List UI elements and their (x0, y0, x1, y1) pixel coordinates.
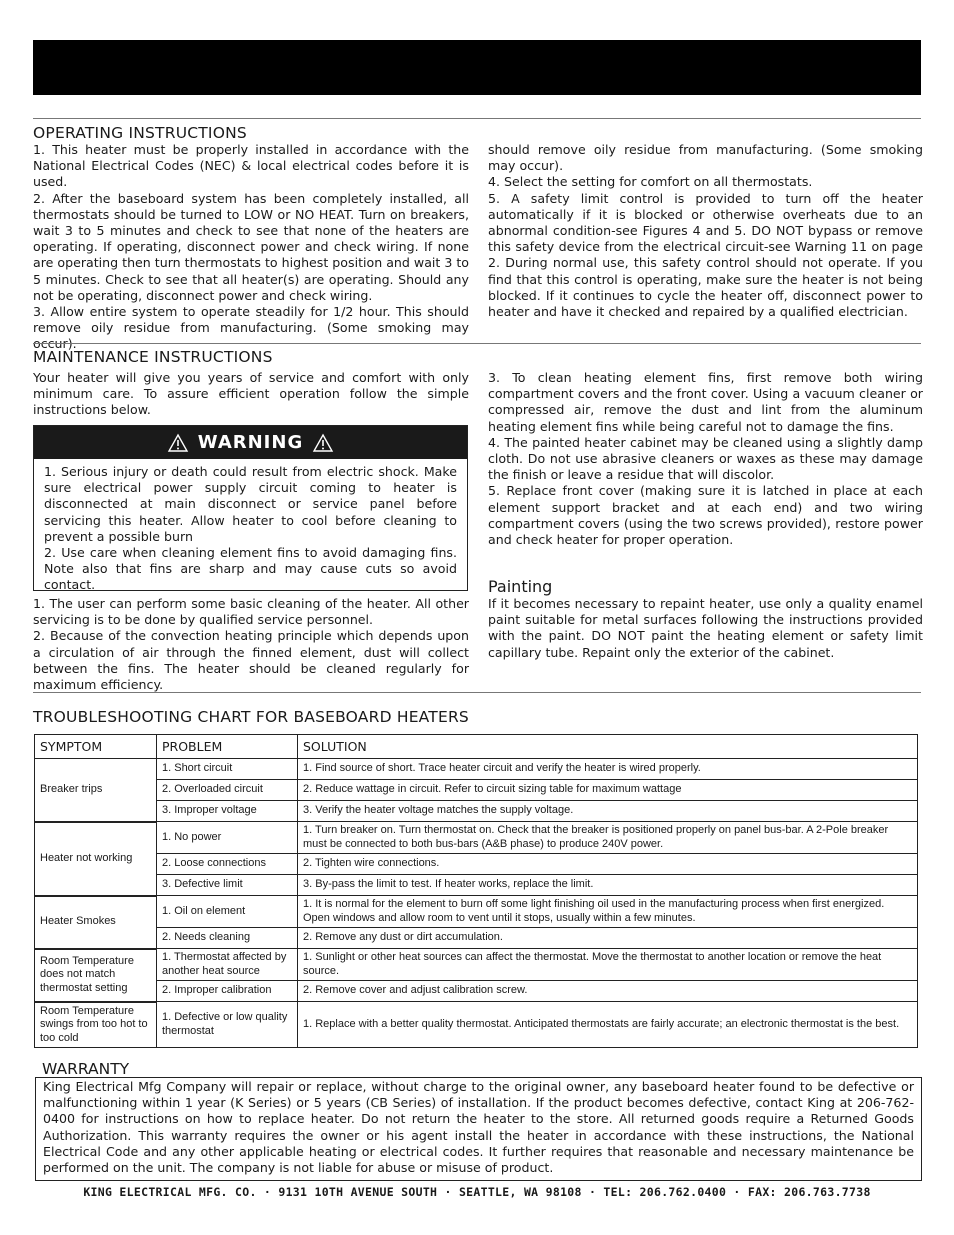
troubleshooting-title: TROUBLESHOOTING CHART FOR BASEBOARD HEATERS (33, 708, 469, 726)
problem-cell: 2. Needs cleaning (157, 928, 298, 949)
maintenance-left-column (33, 596, 469, 693)
warning-box (33, 425, 468, 591)
warning-label: WARNING (197, 432, 304, 453)
maintenance-title: MAINTENANCE INSTRUCTIONS (33, 348, 273, 366)
table-row (35, 801, 918, 822)
solution-cell: 2. Remove cover and adjust calibration screw. (298, 981, 918, 1002)
operating-step-5: 5. A safety limit control is provided to turn off the heater automatically if it is blocked or otherwise overheats due to an abnormal condition-see Figures 4 and 5. DO NOT bypass or remove this safety device from the electrical circuit-see Warning 11 on page 2. During normal use, this safety control should not operate. If you find that this control is operating, make sure the heater is not being blocked. If it continues to cycle the heater off, disconnect power to heater and have it checked and repaired by a qualified electrician. (488, 190, 923, 320)
maintenance-step-2: 2. Because of the convection heating principle which depends upon a circulation of air through the finned element, dust will collect between the fins. The heater should be cleaned regularly for maximum efficiency. (33, 628, 469, 693)
solution-cell: 1. It is normal for the element to burn off some light finishing oil used in the manufacturing process when first energized. Open windows and allow room to vent until it stops, usually within a few minutes. (298, 896, 918, 928)
problem-cell: 2. Loose connections (157, 854, 298, 875)
symptom-cell: Room Temperature does not match thermostat setting (35, 949, 157, 1002)
solution-cell: 1. Replace with a better quality thermostat. Anticipated thermostats are fairly accurate; an electronic thermostat is the best. (298, 1002, 918, 1048)
table-row (35, 780, 918, 801)
problem-cell: 3. Improper voltage (157, 801, 298, 822)
problem-cell: 3. Defective limit (157, 875, 298, 896)
warning-item-2: 2. Use care when cleaning element fins to avoid damaging fins. Note also that fins are sharp and may cause cuts so avoid contact. (44, 545, 457, 593)
symptom-cell: Heater not working (35, 822, 157, 896)
problem-cell: 2. Overloaded circuit (157, 780, 298, 801)
problem-cell: 1. Short circuit (157, 759, 298, 780)
warning-triangle-icon (313, 434, 333, 452)
maintenance-step-5: 5. Replace front cover (making sure it is latched in place at each element support bracket and at each end) and two wiring compartment covers (using the two screws provided), restore power and check heater for proper operation. (488, 483, 923, 548)
divider (33, 343, 921, 344)
maintenance-intro-text: Your heater will give you years of service and comfort with only minimum care. To assure efficient operation follow the simple instructions below. (33, 370, 469, 418)
table-row (35, 1002, 918, 1048)
operating-title: OPERATING INSTRUCTIONS (33, 124, 247, 142)
table-row (35, 854, 918, 875)
operating-left-column (33, 142, 470, 352)
solution-cell: 3. By-pass the limit to test. If heater works, replace the limit. (298, 875, 918, 896)
operating-step-3: 3. Allow entire system to operate steadily for 1/2 hour. This should remove oily residue from manufacturing. (Some smoking may occur). (33, 304, 469, 352)
troubleshooting-table (34, 734, 918, 1048)
header-banner (33, 40, 921, 95)
divider (33, 118, 921, 119)
problem-cell: 1. Defective or low quality thermostat (157, 1002, 298, 1048)
footer-address: KING ELECTRICAL MFG. CO. · 9131 10TH AVENUE SOUTH · SEATTLE, WA 98108 · TEL: 206.762.0400 · FAX: 206.763.7738 (83, 1185, 871, 1199)
table-row (35, 981, 918, 1002)
solution-cell: 2. Tighten wire connections. (298, 854, 918, 875)
operating-step-1: 1. This heater must be properly installed in accordance with the National Electrical Codes (NEC) & local electrical codes before it is used. (33, 142, 469, 190)
table-row (35, 875, 918, 896)
maintenance-step-4: 4. The painted heater cabinet may be cleaned using a slightly damp cloth. Do not use abrasive cleaners or waxes as these may damage the finish or leave a residue that will discolor. (488, 434, 923, 483)
table-row (35, 896, 918, 928)
operating-step-3-continued: should remove oily residue from manufacturing. (Some smoking may occur). (488, 142, 923, 174)
header-problem: PROBLEM (157, 735, 298, 759)
problem-cell: 1. Oil on element (157, 896, 298, 928)
problem-cell: 1. No power (157, 822, 298, 854)
table-row (35, 928, 918, 949)
solution-cell: 1. Find source of short. Trace heater circuit and verify the heater is wired properly. (298, 759, 918, 780)
table-row (35, 822, 918, 854)
table-row (35, 759, 918, 780)
operating-right-column (488, 142, 923, 320)
maintenance-step-3: 3. To clean heating element fins, first remove both wiring compartment covers and the front cover. Using a vacuum cleaner or compressed air, remove the dust and lint from the aluminum heating element fins while being careful not to damage the fins. (488, 370, 923, 434)
painting-text: If it becomes necessary to repaint heater, use only a quality enamel paint suitable for metal surfaces following the instructions provided with the paint. DO NOT paint the heating element or safety limit capillary tube. Repaint only the exterior of the cabinet. (488, 596, 923, 660)
solution-cell: 2. Reduce wattage in circuit. Refer to circuit sizing table for maximum wattage (298, 780, 918, 801)
maintenance-intro (33, 370, 469, 419)
maintenance-step-1: 1. The user can perform some basic cleaning of the heater. All other servicing is to be done by qualified service personnel. (33, 596, 469, 628)
operating-step-2: 2. After the baseboard system has been completely installed, all thermostats should be turned to LOW or NO HEAT. Turn on breakers, wait 3 to 5 minutes and check to see that none of the heaters are operating. If operating, disconnect power and check wiring. If none are operating then turn thermostats to highest position and wait 3 to 5 minutes. Check to see that all heater(s) are operating. Should any not be operating, disconnect power and check wiring. (33, 190, 470, 303)
problem-cell: 2. Improper calibration (157, 981, 298, 1002)
warning-body (34, 459, 467, 594)
painting-text-column (488, 596, 923, 661)
warranty-box (35, 1077, 922, 1181)
warranty-text: King Electrical Mfg Company will repair or replace, without charge to the original owner, any baseboard heater found to be defective or malfunctioning within 1 year (K Series) or 5 years (CB Series) of installation. If the product becomes defective, contact King at 206-762-0400 for instructions on how to replace heater. Do not return the heater to the store. All returned goods require a Returned Goods Authorization. This warranty requires the owner or his agent install the heater in accordance with these instructions, the National Electrical Code and any other applicable heating or electrical codes. It further requires that reasonable and necessary maintenance be performed on the unit. The company is not liable for abuse or misuse of product. (43, 1079, 914, 1176)
warning-header (34, 426, 467, 459)
symptom-cell: Breaker trips (35, 759, 157, 822)
problem-cell: 1. Thermostat affected by another heat source (157, 949, 298, 981)
symptom-cell: Heater Smokes (35, 896, 157, 949)
warning-triangle-icon (168, 434, 188, 452)
table-row (35, 949, 918, 981)
table-header-row (35, 735, 918, 759)
warranty-title: WARRANTY (42, 1060, 130, 1078)
divider (33, 692, 921, 693)
header-symptom: SYMPTOM (35, 735, 157, 759)
symptom-cell: Room Temperature swings from too hot to too cold (35, 1002, 157, 1048)
warning-item-1: 1. Serious injury or death could result from electric shock. Make sure electrical power supply circuit coming to heater is disconnected at main disconnect or service panel before servicing this heater. Allow heater to cool before cleaning to prevent a possible burn (44, 464, 457, 544)
operating-step-4: 4. Select the setting for comfort on all thermostats. (488, 174, 813, 190)
painting-title: Painting (488, 577, 553, 596)
solution-cell: 2. Remove any dust or dirt accumulation. (298, 928, 918, 949)
solution-cell: 3. Verify the heater voltage matches the supply voltage. (298, 801, 918, 822)
header-solution: SOLUTION (298, 735, 918, 759)
solution-cell: 1. Turn breaker on. Turn thermostat on. Check that the breaker is positioned properly on panel bus-bar. A 2-Pole breaker must be connected to both bus-bars (A&B phase) to produce 240V power. (298, 822, 918, 854)
maintenance-right-column (488, 370, 923, 548)
solution-cell: 1. Sunlight or other heat sources can affect the thermostat. Move the thermostat to another location or remove the heat source. (298, 949, 918, 981)
